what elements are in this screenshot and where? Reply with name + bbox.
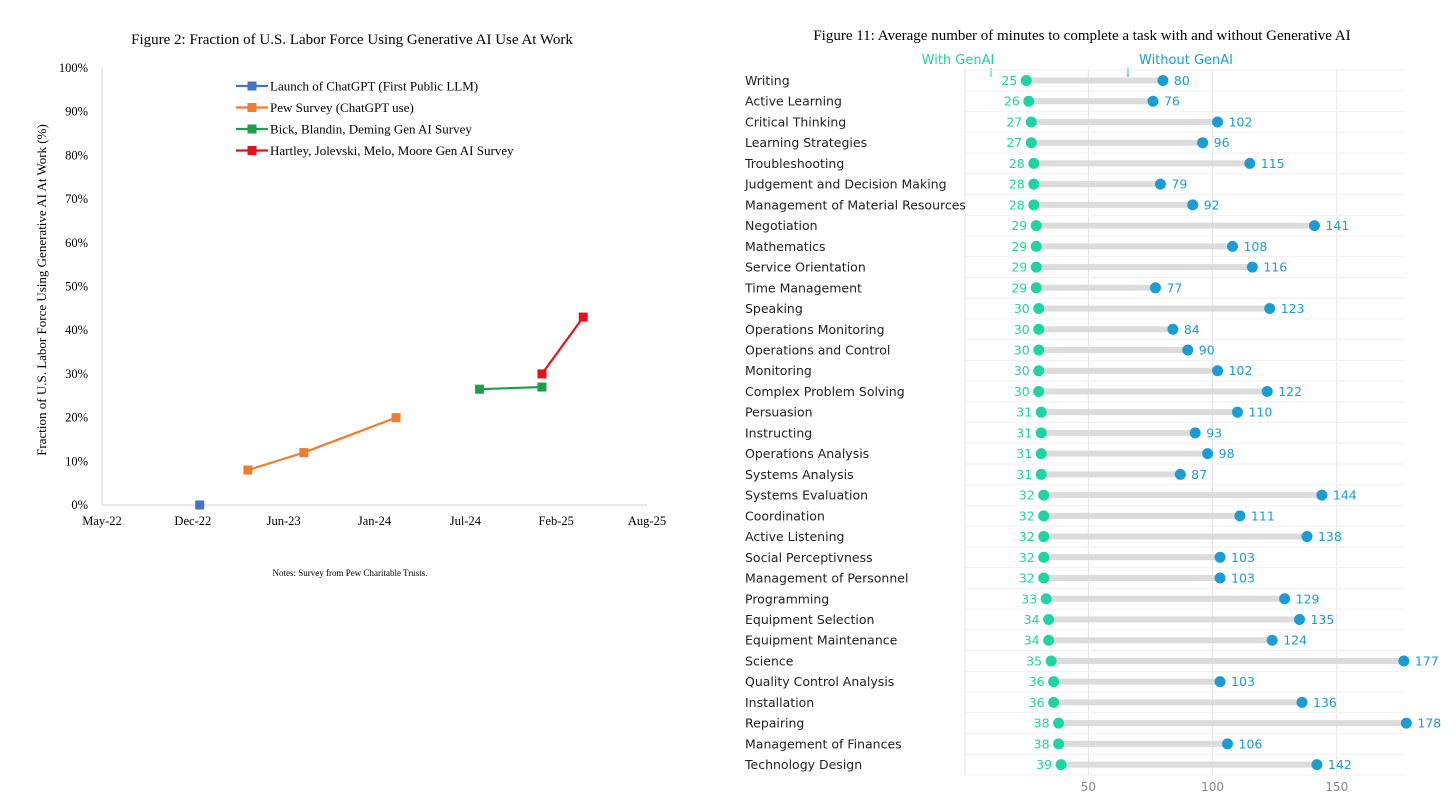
without-genai-value: 76	[1163, 93, 1180, 109]
with-genai-dot	[1048, 676, 1059, 687]
y-tick-label: 60%	[65, 235, 88, 250]
without-genai-dot	[1247, 262, 1258, 273]
with-genai-dot	[1036, 407, 1047, 418]
without-genai-value: 102	[1228, 363, 1253, 379]
x-tick-label: Dec-22	[174, 514, 212, 528]
data-point	[537, 383, 546, 392]
with-genai-value: 26	[1003, 93, 1020, 109]
with-genai-dot	[1036, 469, 1047, 480]
with-genai-dot	[1028, 158, 1039, 169]
without-genai-value: 80	[1173, 73, 1190, 88]
without-genai-dot	[1215, 573, 1226, 584]
without-genai-dot	[1301, 531, 1312, 542]
x-tick-label: May-22	[82, 514, 122, 528]
without-genai-value: 87	[1191, 466, 1208, 482]
without-genai-dot	[1267, 635, 1278, 646]
data-point	[195, 501, 204, 510]
category-label: Active Listening	[745, 529, 845, 545]
category-label: Complex Problem Solving	[745, 383, 905, 399]
with-genai-value: 39	[1036, 757, 1053, 773]
without-genai-value: 115	[1260, 155, 1285, 171]
without-genai-dot	[1222, 738, 1233, 749]
with-genai-dot	[1028, 179, 1039, 190]
category-label: Management of Personnel	[745, 570, 909, 586]
without-genai-dot	[1197, 137, 1208, 148]
chart-title: Figure 11: Average number of minutes to complete a task with and without Generative AI	[813, 28, 1351, 44]
with-genai-dot	[1053, 718, 1064, 729]
without-genai-value: 98	[1218, 446, 1235, 462]
without-genai-dot	[1150, 282, 1161, 293]
category-label: Installation	[745, 694, 815, 710]
y-tick-label: 90%	[65, 104, 88, 119]
data-point	[243, 466, 252, 475]
without-genai-dot	[1294, 614, 1305, 625]
with-genai-value: 32	[1018, 487, 1035, 503]
without-genai-value: 79	[1171, 176, 1188, 192]
without-genai-value: 93	[1206, 425, 1223, 441]
legend-swatch-marker	[248, 103, 257, 112]
without-genai-dot	[1297, 697, 1308, 708]
y-tick-label: 70%	[65, 192, 88, 207]
category-label: Judgement and Decision Making	[745, 176, 947, 192]
without-genai-value: 77	[1166, 280, 1183, 296]
category-label: Writing	[745, 73, 790, 88]
with-genai-value: 30	[1013, 321, 1030, 337]
without-genai-value: 142	[1327, 757, 1352, 773]
legend-swatch-marker	[248, 82, 257, 91]
with-genai-value: 30	[1013, 342, 1030, 358]
without-genai-dot	[1147, 96, 1158, 107]
without-genai-value: 123	[1280, 301, 1305, 317]
with-genai-value: 32	[1018, 570, 1035, 586]
with-genai-dot	[1023, 96, 1034, 107]
with-genai-dot	[1053, 738, 1064, 749]
without-genai-dot	[1175, 469, 1186, 480]
without-genai-value: 124	[1283, 632, 1308, 648]
category-label: Science	[745, 653, 794, 669]
without-genai-dot	[1202, 448, 1213, 459]
category-label: Systems Analysis	[745, 466, 854, 482]
category-label: Social Perceptivness	[745, 549, 873, 565]
without-genai-dot	[1215, 552, 1226, 563]
with-genai-dot	[1033, 303, 1044, 314]
with-genai-value: 29	[1011, 280, 1028, 296]
series-line-3	[542, 317, 583, 374]
without-genai-dot	[1215, 676, 1226, 687]
category-label: Management of Finances	[745, 736, 902, 752]
x-tick-label: Jan-24	[357, 514, 392, 528]
x-tick-label: 50	[1080, 780, 1097, 792]
y-tick-label: 30%	[65, 366, 88, 381]
with-genai-value: 31	[1016, 446, 1033, 462]
with-genai-value: 28	[1008, 155, 1025, 171]
with-genai-dot	[1038, 573, 1049, 584]
without-genai-dot	[1182, 344, 1193, 355]
without-genai-value: 122	[1278, 383, 1303, 399]
without-genai-dot	[1212, 365, 1223, 376]
category-label: Service Orientation	[745, 259, 866, 275]
without-genai-dot	[1311, 759, 1322, 770]
with-genai-value: 35	[1026, 653, 1043, 669]
legend-swatch-marker	[248, 125, 257, 134]
category-label: Systems Evaluation	[745, 487, 869, 503]
with-genai-value: 38	[1033, 715, 1050, 731]
with-genai-value: 29	[1011, 238, 1028, 254]
without-genai-value: 141	[1325, 218, 1350, 234]
y-tick-label: 10%	[65, 454, 88, 469]
with-genai-dot	[1048, 697, 1059, 708]
with-genai-value: 31	[1016, 425, 1033, 441]
with-genai-value: 34	[1023, 611, 1040, 627]
without-genai-value: 110	[1248, 404, 1273, 420]
with-genai-value: 29	[1011, 259, 1028, 275]
without-genai-dot	[1157, 75, 1168, 86]
category-label: Technology Design	[745, 757, 863, 773]
category-label: Quality Control Analysis	[745, 674, 895, 690]
without-genai-value: 111	[1250, 508, 1275, 524]
with-genai-dot	[1026, 137, 1037, 148]
with-genai-dot	[1031, 282, 1042, 293]
with-genai-value: 30	[1013, 363, 1030, 379]
chart-notes: Notes: Survey from Pew Charitable Trusts.	[272, 568, 428, 578]
without-genai-value: 138	[1317, 529, 1342, 545]
without-genai-dot	[1167, 324, 1178, 335]
with-genai-dot	[1033, 344, 1044, 355]
without-genai-value: 102	[1228, 114, 1253, 130]
y-tick-label: 100%	[58, 61, 88, 75]
with-genai-value: 32	[1018, 529, 1035, 545]
with-genai-dot	[1033, 324, 1044, 335]
category-label: Time Management	[745, 280, 862, 296]
data-point	[579, 313, 588, 322]
without-genai-value: 178	[1417, 715, 1442, 731]
without-genai-value: 96	[1213, 135, 1230, 151]
category-label: Operations Monitoring	[745, 321, 885, 337]
with-genai-dot	[1043, 635, 1054, 646]
with-genai-dot	[1046, 655, 1057, 666]
category-label: Programming	[745, 591, 830, 607]
without-genai-value: 108	[1243, 238, 1268, 254]
with-genai-dot	[1028, 199, 1039, 210]
with-genai-dot	[1026, 116, 1037, 127]
with-genai-dot	[1036, 448, 1047, 459]
category-label: Learning Strategies	[745, 135, 868, 151]
without-genai-value: 103	[1231, 674, 1255, 690]
category-label: Mathematics	[745, 238, 826, 254]
with-genai-value: 33	[1021, 591, 1038, 607]
without-genai-value: 135	[1310, 611, 1335, 627]
without-genai-value: 116	[1263, 259, 1288, 275]
without-genai-dot	[1187, 199, 1198, 210]
with-genai-value: 32	[1018, 508, 1035, 524]
without-genai-dot	[1398, 655, 1409, 666]
with-genai-dot	[1038, 510, 1049, 521]
without-genai-dot	[1234, 510, 1245, 521]
without-genai-value: 84	[1183, 321, 1200, 337]
with-genai-value: 36	[1028, 674, 1045, 690]
y-tick-label: 0%	[71, 498, 88, 512]
data-point	[537, 369, 546, 378]
figure-2-line-chart	[0, 0, 700, 600]
with-genai-dot	[1038, 552, 1049, 563]
without-genai-dot	[1279, 593, 1290, 604]
x-tick-label: 150	[1325, 780, 1349, 792]
with-genai-value: 29	[1011, 218, 1028, 234]
without-genai-dot	[1190, 427, 1201, 438]
with-genai-dot	[1038, 490, 1049, 501]
without-genai-value: 103	[1231, 549, 1255, 565]
with-genai-value: 38	[1033, 736, 1050, 752]
without-genai-dot	[1316, 490, 1327, 501]
category-label: Equipment Maintenance	[745, 632, 898, 648]
without-genai-value: 92	[1203, 197, 1220, 213]
without-genai-value: 103	[1231, 570, 1255, 586]
with-genai-dot	[1056, 759, 1067, 770]
category-label: Negotiation	[745, 218, 818, 234]
with-genai-value: 28	[1008, 176, 1025, 192]
with-genai-value: 36	[1028, 694, 1045, 710]
with-genai-value: 30	[1013, 301, 1030, 317]
with-genai-dot	[1031, 241, 1042, 252]
without-genai-dot	[1401, 718, 1412, 729]
with-genai-dot	[1036, 427, 1047, 438]
without-genai-value: 144	[1332, 487, 1357, 503]
category-label: Speaking	[745, 301, 803, 317]
without-genai-dot	[1264, 303, 1275, 314]
with-genai-dot	[1031, 220, 1042, 231]
without-genai-dot	[1309, 220, 1320, 231]
category-label: Critical Thinking	[745, 114, 847, 130]
data-point	[392, 413, 401, 422]
category-label: Management of Material Resources	[745, 197, 966, 213]
category-label: Troubleshooting	[745, 155, 845, 171]
x-tick-label: Feb-25	[538, 514, 574, 528]
with-genai-dot	[1033, 386, 1044, 397]
x-tick-label: 100	[1201, 780, 1225, 792]
without-genai-value: 136	[1313, 694, 1337, 710]
with-genai-dot	[1043, 614, 1054, 625]
category-label: Equipment Selection	[745, 611, 875, 627]
without-genai-value: 177	[1414, 653, 1439, 669]
legend-label: Pew Survey (ChatGPT use)	[270, 100, 414, 115]
with-genai-dot	[1033, 365, 1044, 376]
with-genai-value: 30	[1013, 383, 1030, 399]
without-genai-dot	[1212, 116, 1223, 127]
without-genai-dot	[1155, 179, 1166, 190]
legend-with-genai: With GenAI	[921, 53, 995, 68]
with-genai-value: 31	[1016, 466, 1033, 482]
y-axis-label: Fraction of U.S. Labor Force Using Generative AI At Work (%)	[34, 124, 49, 456]
with-genai-value: 27	[1006, 135, 1023, 151]
legend-swatch-marker	[248, 146, 257, 155]
with-genai-value: 25	[1001, 73, 1018, 88]
without-genai-dot	[1227, 241, 1238, 252]
with-genai-value: 28	[1008, 197, 1025, 213]
category-label: Operations and Control	[745, 342, 891, 358]
with-genai-dot	[1031, 262, 1042, 273]
series-line-2	[480, 387, 542, 389]
category-label: Operations Analysis	[745, 446, 870, 462]
category-label: Coordination	[745, 508, 825, 524]
y-tick-label: 40%	[65, 323, 88, 338]
without-genai-dot	[1232, 407, 1243, 418]
without-genai-value: 129	[1295, 591, 1320, 607]
legend-label: Bick, Blandin, Deming Gen AI Survey	[270, 121, 472, 137]
with-genai-value: 31	[1016, 404, 1033, 420]
with-genai-dot	[1038, 531, 1049, 542]
without-genai-value: 90	[1198, 342, 1215, 358]
without-genai-dot	[1262, 386, 1273, 397]
data-point	[299, 448, 308, 457]
without-genai-value: 106	[1238, 736, 1263, 752]
x-tick-label: Jun-23	[266, 514, 301, 528]
with-genai-value: 32	[1018, 549, 1035, 565]
with-genai-dot	[1041, 593, 1052, 604]
legend-label: Hartley, Jolevski, Melo, Moore Gen AI Survey	[270, 143, 514, 158]
without-genai-dot	[1244, 158, 1255, 169]
category-label: Instructing	[745, 425, 813, 441]
legend-label: Launch of ChatGPT (First Public LLM)	[270, 78, 479, 94]
series-line-1	[248, 418, 396, 470]
x-tick-label: Jul-24	[449, 514, 481, 528]
category-label: Persuasion	[745, 404, 813, 420]
with-genai-dot	[1021, 75, 1032, 86]
y-tick-label: 20%	[65, 410, 88, 425]
chart-title: Figure 2: Fraction of U.S. Labor Force Using Generative AI Use At Work	[131, 32, 573, 48]
category-label: Repairing	[745, 715, 805, 731]
with-genai-value: 34	[1023, 632, 1040, 648]
legend-without-genai: Without GenAI	[1139, 53, 1233, 68]
category-label: Monitoring	[745, 363, 812, 379]
data-point	[475, 385, 484, 394]
y-tick-label: 50%	[65, 279, 88, 294]
with-genai-value: 27	[1006, 114, 1023, 130]
y-tick-label: 80%	[65, 148, 88, 163]
category-label: Active Learning	[745, 93, 842, 109]
x-tick-label: Aug-25	[627, 514, 667, 528]
